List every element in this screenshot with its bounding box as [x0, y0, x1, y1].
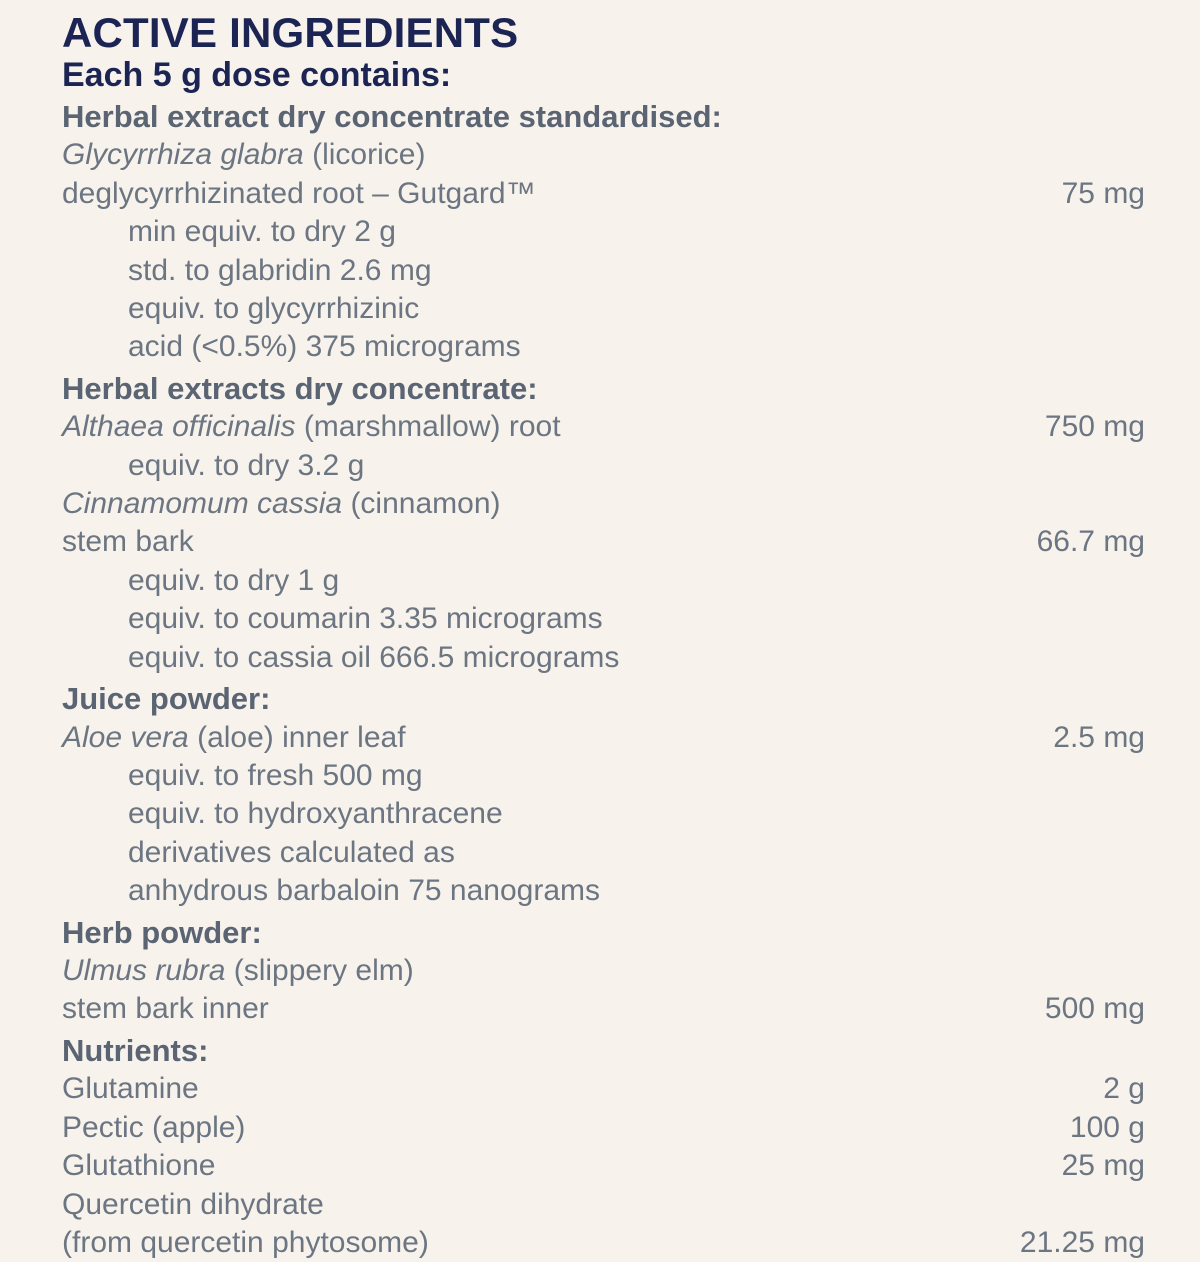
- ingredient-subline: derivatives calculated as: [128, 835, 455, 869]
- ingredient-subline: equiv. to dry 1 g: [128, 563, 340, 597]
- ingredient-common-name: (cinnamon): [350, 487, 501, 521]
- ingredient-common-name: (slippery elm): [233, 954, 414, 988]
- ingredient-subline: equiv. to coumarin 3.35 micrograms: [128, 602, 603, 636]
- ingredient-sections: [62, 99, 1145, 1262]
- ingredient-name: [62, 952, 1145, 990]
- ingredient-name: [62, 485, 1145, 523]
- ingredient-row: [62, 1224, 1145, 1262]
- ingredient-subline: equiv. to glycyrrhizinic: [128, 291, 420, 325]
- ingredient-row: [62, 408, 1145, 446]
- ingredient-common-name: Glutathione: [62, 1149, 216, 1183]
- ingredient-row: [62, 1147, 1145, 1185]
- ingredient-amount: 25 mg: [1061, 1149, 1145, 1183]
- ingredient-amount: 2.5 mg: [1053, 720, 1145, 754]
- ingredient-subline: equiv. to fresh 500 mg: [128, 758, 423, 792]
- ingredient-amount: 750 mg: [1044, 410, 1145, 444]
- section-heading: Juice powder:: [62, 680, 271, 716]
- ingredient-amount: 21.25 mg: [1019, 1226, 1145, 1260]
- ingredient-part: stem bark inner: [62, 992, 269, 1026]
- ingredient-subline: anhydrous barbaloin 75 nanograms: [128, 874, 600, 908]
- ingredient-part: stem bark: [62, 525, 194, 559]
- ingredient-botanical-name: Althaea officinalis: [62, 410, 296, 444]
- section-heading: Nutrients:: [62, 1032, 209, 1068]
- ingredient-part: deglycyrrhizinated root – Gutgard™: [62, 176, 536, 210]
- ingredient-subline: equiv. to hydroxyanthracene: [128, 797, 503, 831]
- ingredient-common-name: Quercetin dihydrate: [62, 1187, 324, 1221]
- ingredient-name: [62, 1147, 1062, 1185]
- ingredient-botanical-name: Aloe vera: [62, 720, 189, 754]
- ingredient-row: [62, 175, 1145, 213]
- section-heading: Herb powder:: [62, 914, 262, 950]
- ingredient-common-name: (marshmallow) root: [303, 410, 561, 444]
- ingredient-amount: 2 g: [1103, 1072, 1145, 1106]
- ingredient-name: [62, 1109, 1070, 1147]
- ingredient-row: [62, 990, 1145, 1028]
- ingredient-name: [62, 1186, 1145, 1224]
- ingredient-amount: 500 mg: [1044, 992, 1145, 1026]
- ingredient-name: [62, 408, 1045, 446]
- section-heading: Herbal extract dry concentrate standardised:: [62, 98, 722, 134]
- dose-subtitle: Each 5 g dose contains:: [62, 56, 452, 95]
- ingredient-amount: 75 mg: [1061, 176, 1145, 210]
- ingredient-part: (from quercetin phytosome): [62, 1226, 429, 1260]
- ingredient-amount: 66.7 mg: [1036, 525, 1145, 559]
- ingredient-botanical-name: Glycyrrhiza glabra: [62, 138, 304, 172]
- ingredient-name: [62, 719, 1053, 757]
- ingredient-subline: equiv. to cassia oil 666.5 micrograms: [128, 640, 620, 674]
- ingredient-subline: std. to glabridin 2.6 mg: [128, 253, 432, 287]
- section-heading: Herbal extracts dry concentrate:: [62, 370, 538, 406]
- ingredient-common-name: (licorice): [312, 138, 426, 172]
- ingredient-subline: acid (<0.5%) 375 micrograms: [128, 330, 521, 364]
- ingredient-row: [62, 1109, 1145, 1147]
- ingredient-row: [62, 1070, 1145, 1108]
- ingredient-common-name: Glutamine: [62, 1072, 199, 1106]
- ingredient-subline: equiv. to dry 3.2 g: [128, 448, 365, 482]
- ingredient-botanical-name: Ulmus rubra: [62, 954, 226, 988]
- ingredient-common-name: (aloe) inner leaf: [197, 720, 406, 754]
- ingredient-name: [62, 136, 1145, 174]
- ingredient-amount: 100 g: [1069, 1110, 1145, 1144]
- ingredient-name: [62, 1070, 1103, 1108]
- page-title: ACTIVE INGREDIENTS: [62, 9, 519, 56]
- ingredient-row: [62, 523, 1145, 561]
- ingredient-subline: min equiv. to dry 2 g: [128, 215, 396, 249]
- ingredient-common-name: Pectic (apple): [62, 1110, 246, 1144]
- ingredient-row: [62, 719, 1145, 757]
- ingredient-botanical-name: Cinnamomum cassia: [62, 487, 343, 521]
